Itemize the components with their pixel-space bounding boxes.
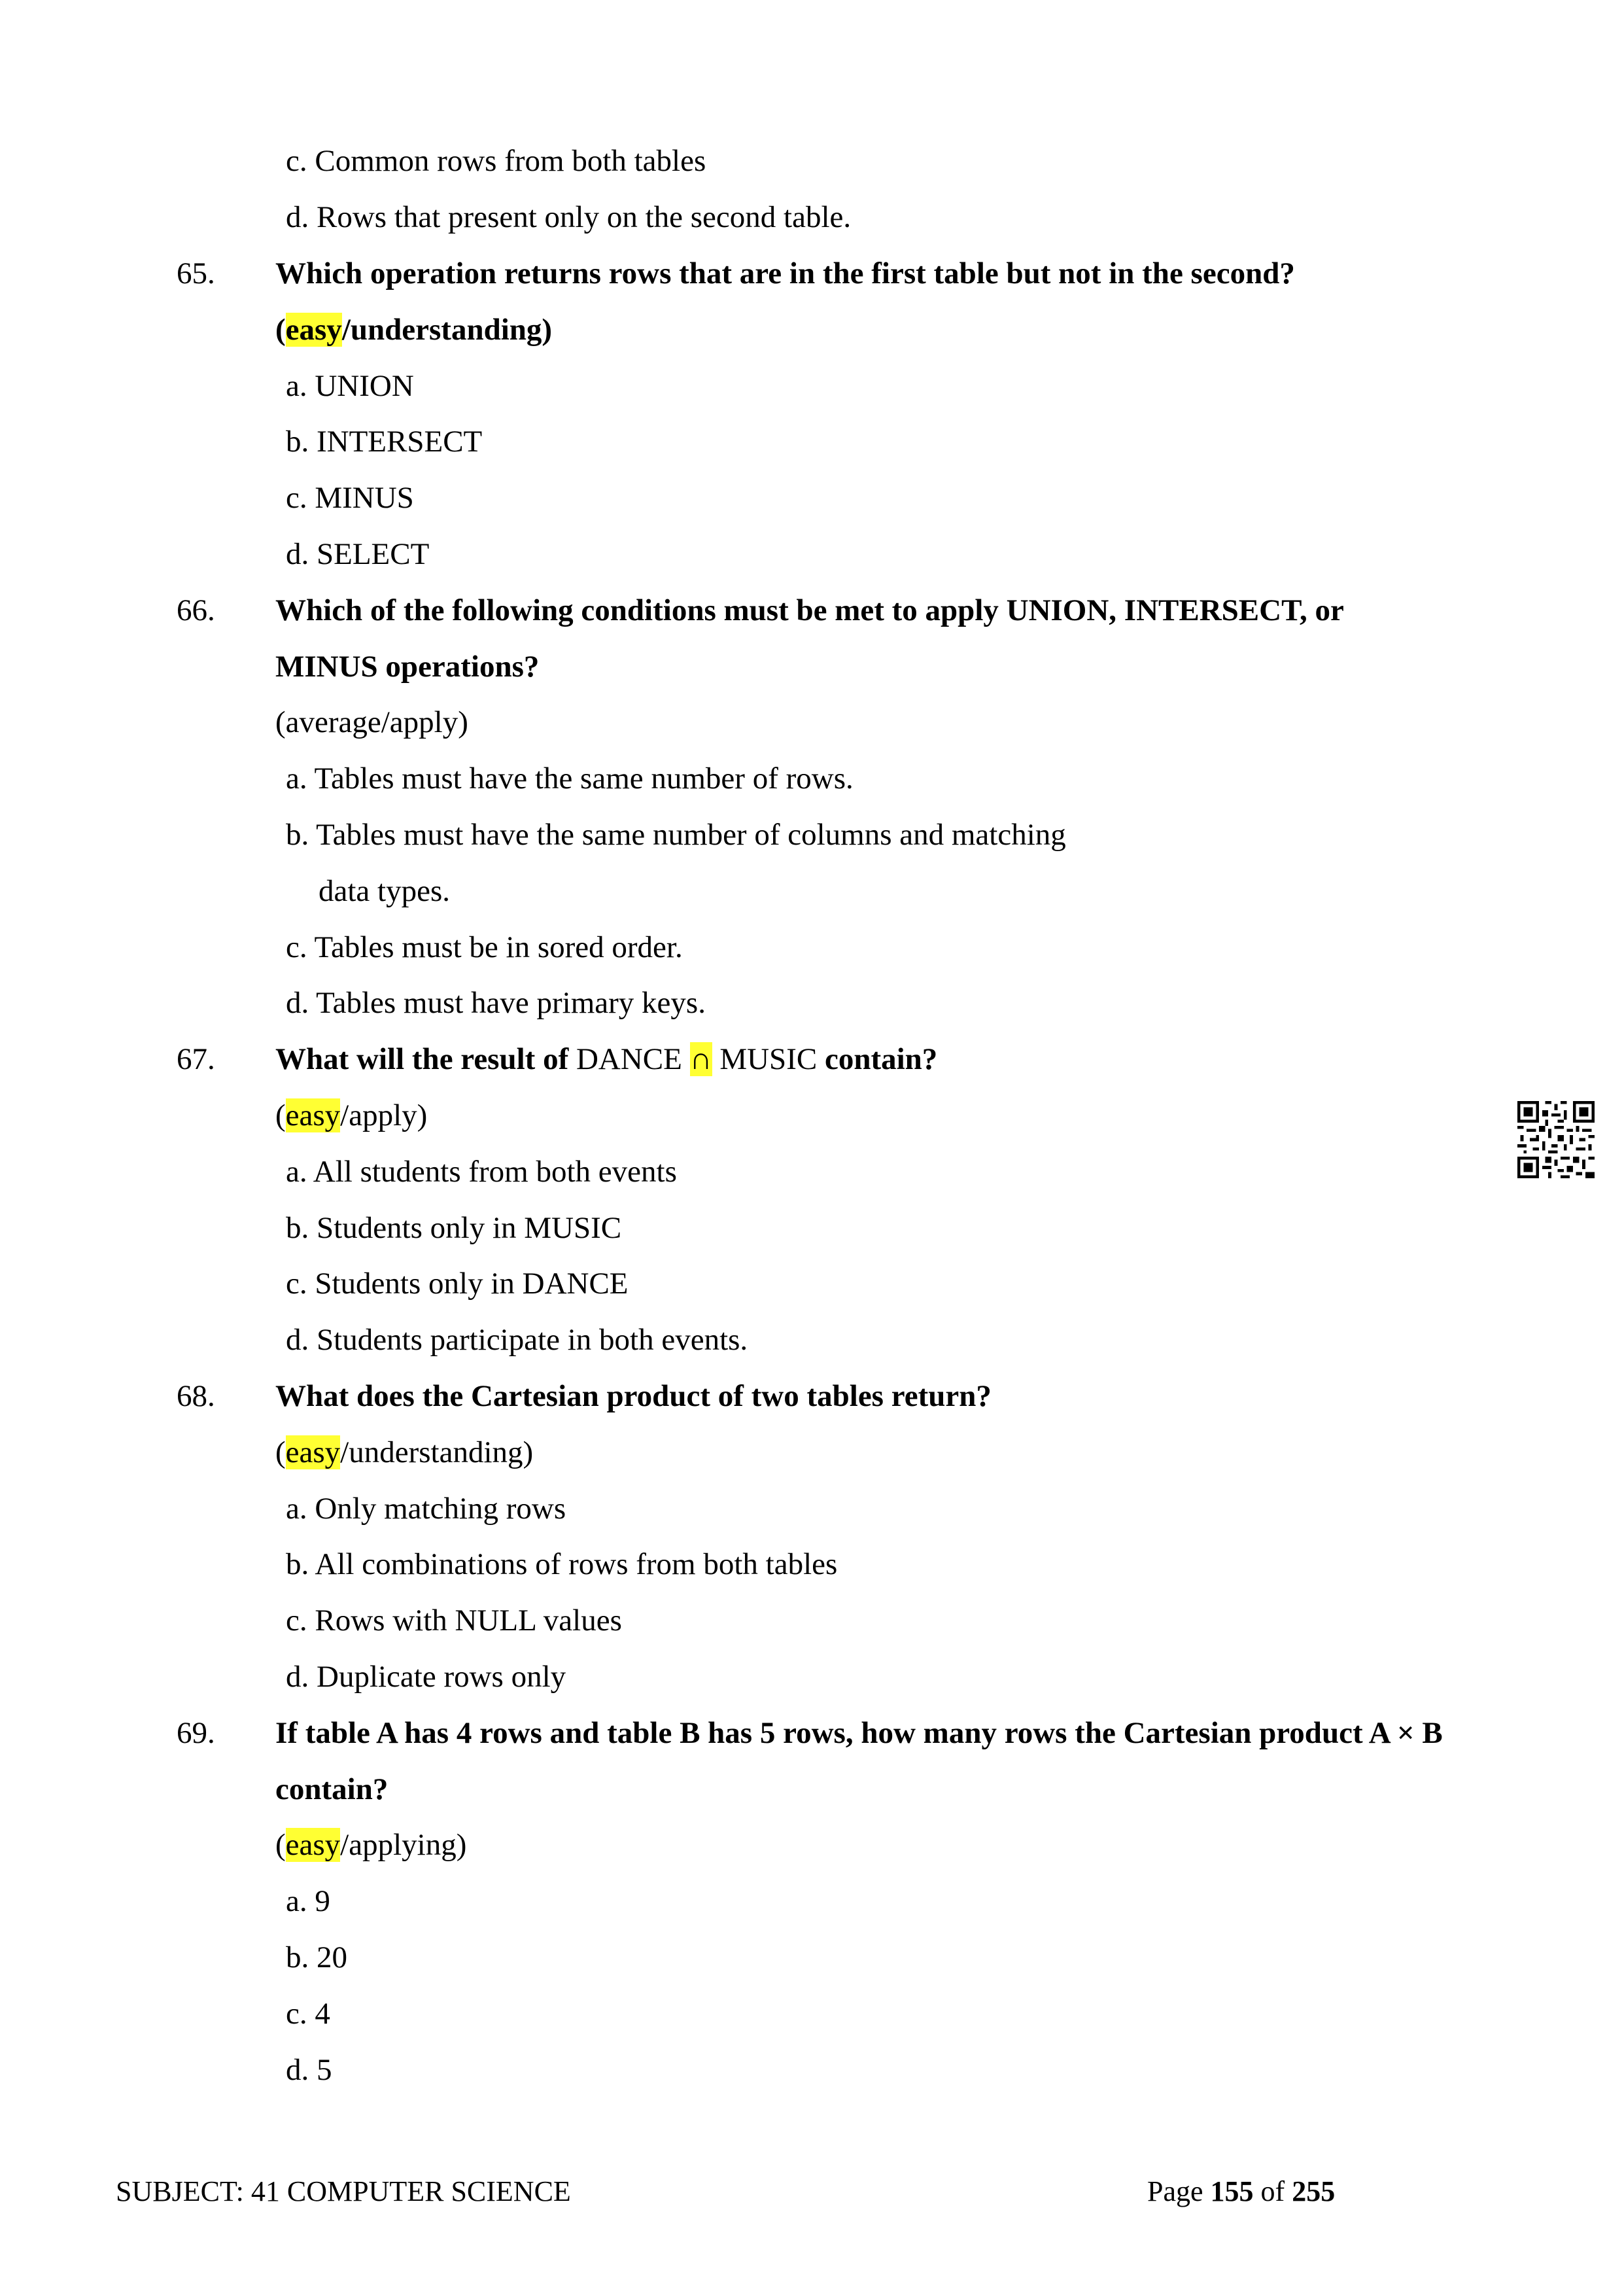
option-a-65: a. UNION: [286, 369, 414, 403]
question-number-68: 68.: [177, 1379, 215, 1413]
option-d-65: d. SELECT: [286, 537, 430, 571]
option-c-68: c. Rows with NULL values: [286, 1603, 622, 1638]
option-c-67: c. Students only in DANCE: [286, 1267, 629, 1301]
intersection-symbol: ∩: [689, 1042, 712, 1076]
option-d-68: d. Duplicate rows only: [286, 1660, 566, 1694]
option-d-67: d. Students participate in both events.: [286, 1323, 748, 1357]
option-a-66: a. Tables must have the same number of rows.: [286, 762, 854, 796]
question-text-69-line1: If table A has 4 rows and table B has 5 rows, how many rows the Cartesian product A × B: [275, 1716, 1443, 1750]
question-level-66: (average/apply): [275, 705, 468, 739]
highlight-easy: easy: [285, 1435, 341, 1469]
option-a-67: a. All students from both events: [286, 1155, 677, 1189]
option-d-66: d. Tables must have primary keys.: [286, 986, 706, 1020]
option-b-68: b. All combinations of rows from both tables: [286, 1547, 838, 1581]
question-level-69: (easy/applying): [275, 1828, 467, 1862]
option-b-66: b. Tables must have the same number of columns and matching: [286, 818, 1066, 852]
option-a-69: a. 9: [286, 1884, 330, 1918]
question-number-66: 66.: [177, 593, 215, 627]
option-c-65: c. MINUS: [286, 481, 414, 515]
question-text-69-line2: contain?: [275, 1772, 389, 1806]
option-d-69: d. 5: [286, 2053, 332, 2087]
question-text-65: Which operation returns rows that are in the first table but not in the second?: [275, 256, 1295, 290]
option-a-68: a. Only matching rows: [286, 1492, 566, 1526]
option-c-carry: c. Common rows from both tables: [286, 144, 706, 178]
question-number-69: 69.: [177, 1716, 215, 1750]
question-level-67: (easy/apply): [275, 1098, 428, 1132]
question-level-65: (easy/understanding): [275, 313, 553, 347]
question-level-68: (easy/understanding): [275, 1435, 534, 1469]
question-text-66-line1: Which of the following conditions must be met to apply UNION, INTERSECT, or: [275, 593, 1344, 627]
question-text-68: What does the Cartesian product of two tables return?: [275, 1379, 992, 1413]
highlight-easy: easy: [285, 313, 342, 347]
option-c-69: c. 4: [286, 1997, 330, 2031]
question-number-67: 67.: [177, 1042, 215, 1076]
highlight-easy: easy: [285, 1828, 341, 1862]
option-d-carry: d. Rows that present only on the second table.: [286, 200, 852, 234]
option-b-69: b. 20: [286, 1940, 347, 1974]
footer-page-number: Page 155 of 255: [1147, 2175, 1336, 2207]
option-b-65: b. INTERSECT: [286, 425, 483, 459]
footer-subject: SUBJECT: 41 COMPUTER SCIENCE: [116, 2175, 571, 2207]
option-c-66: c. Tables must be in sored order.: [286, 930, 683, 964]
question-text-66-line2: MINUS operations?: [275, 650, 540, 684]
question-number-65: 65.: [177, 256, 215, 290]
highlight-easy: easy: [285, 1098, 341, 1132]
qr-code-icon: [1517, 1101, 1595, 1178]
option-b-67: b. Students only in MUSIC: [286, 1211, 622, 1245]
option-b-66-cont: data types.: [319, 874, 450, 908]
question-text-67: What will the result of DANCE ∩ MUSIC contain?: [275, 1042, 938, 1076]
